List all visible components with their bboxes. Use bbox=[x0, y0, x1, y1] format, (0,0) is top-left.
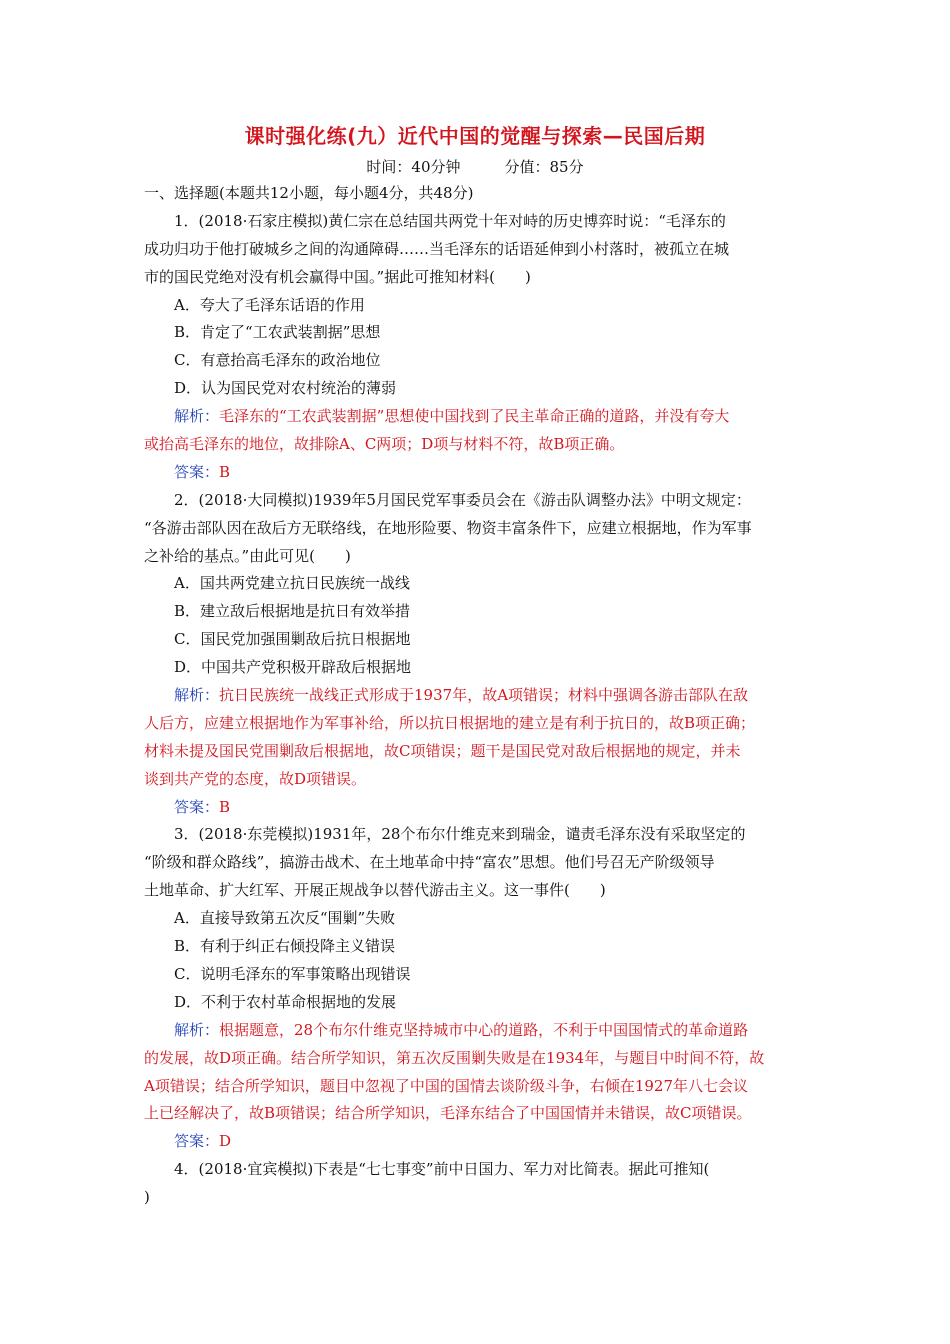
option-b: B．肯定了“工农武装割据”思想 bbox=[174, 323, 381, 342]
question-stem-line: 4．(2018·宜宾模拟)下表是“七七事变”前中日国力、军力对比简表。据此可推知( bbox=[174, 1160, 710, 1179]
option-d: D．认为国民党对农村统治的薄弱 bbox=[174, 379, 397, 398]
question-stem-line: 2．(2018·大同模拟)1939年5月国民党军事委员会在《游击队调整办法》中明文规定： bbox=[174, 490, 751, 509]
option-a: A．夸大了毛泽东话语的作用 bbox=[174, 295, 365, 314]
analysis-label: 解析： bbox=[174, 1020, 220, 1039]
analysis-line: 的发展，故D项正确。结合所学知识，第五次反围剿失败是在1934年，与题目中时间不符，故 bbox=[144, 1048, 765, 1067]
analysis-line bbox=[144, 1017, 812, 1045]
question-3 bbox=[144, 821, 812, 1156]
analysis-line bbox=[144, 403, 812, 431]
answer-value: B bbox=[219, 462, 231, 481]
question-2 bbox=[144, 487, 812, 822]
option-b: B．建立敌后根据地是抗日有效举措 bbox=[174, 602, 411, 621]
analysis-line: 人后方，应建立根据地作为军事补给，所以抗日根据地的建立是有利于抗日的，故B项正确； bbox=[144, 713, 756, 732]
total-score: 分值：85分 bbox=[504, 158, 584, 176]
question-stem-line: ) bbox=[144, 1188, 150, 1207]
question-stem-line: 成功归功于他打破城乡之间的沟通障碍……当毛泽东的话语延伸到小村落时，被孤立在城 bbox=[144, 239, 730, 258]
option-d: D．中国共产党积极开辟敌后根据地 bbox=[174, 658, 412, 677]
question-stem-line: “阶级和群众路线”，搞游击战术、在土地革命中持“富农”思想。他们号召无产阶级领导 bbox=[144, 853, 715, 872]
answer-line bbox=[144, 459, 812, 487]
option-a: A．直接导致第五次反“围剿”失败 bbox=[174, 909, 396, 928]
answer-label: 答案： bbox=[174, 462, 220, 481]
option-b: B．有利于纠正右倾投降主义错误 bbox=[174, 937, 396, 956]
answer-value: B bbox=[219, 797, 231, 816]
option-c: C．说明毛泽东的军事策略出现错误 bbox=[174, 964, 411, 983]
analysis-line: 谈到共产党的态度，故D项错误。 bbox=[144, 769, 367, 788]
question-stem-line: 土地革命、扩大红军、开展正规战争以替代游击主义。这一事件( ) bbox=[144, 881, 606, 900]
option-a: A．国共两党建立抗日民族统一战线 bbox=[174, 574, 410, 593]
question-stem-line: 3．(2018·东莞模拟)1931年，28个布尔什维克来到瑞金，谴责毛泽东没有采取坚定的 bbox=[174, 825, 746, 844]
question-1 bbox=[144, 208, 812, 487]
question-4 bbox=[144, 1156, 812, 1212]
document-title: 课时强化练(九）近代中国的觉醒与探索—民国后期 bbox=[244, 124, 706, 148]
analysis-line: 材料未提及国民党围剿敌后根据地，故C项错误；题干是国民党对敌后根据地的规定，并未 bbox=[144, 741, 741, 760]
analysis-line: 或抬高毛泽东的地位，故排除A、C两项；D项与材料不符，故B项正确。 bbox=[144, 435, 625, 454]
option-c: C．国民党加强围剿敌后抗日根据地 bbox=[174, 630, 411, 649]
document-body bbox=[144, 180, 812, 1212]
option-d: D．不利于农村革命根据地的发展 bbox=[174, 992, 397, 1011]
answer-line bbox=[144, 794, 812, 822]
option-c: C．有意抬高毛泽东的政治地位 bbox=[174, 351, 381, 370]
exam-meta bbox=[0, 156, 950, 177]
analysis-label: 解析： bbox=[174, 686, 220, 705]
analysis-line: A项错误；结合所学知识，题目中忽视了中国的国情去谈阶级斗争，右倾在1927年八七会议 bbox=[144, 1076, 749, 1095]
question-stem-line: “各游击部队因在敌后方无联络线，在地形险要、物资丰富条件下，应建立根据地，作为军事 bbox=[144, 518, 752, 537]
question-stem-line: 市的国民党绝对没有机会赢得中国。”据此可推知材料( ) bbox=[144, 267, 531, 286]
analysis-line: 上已经解决了，故B项错误；结合所学知识，毛泽东结合了中国国情并未错误，故C项错误。 bbox=[144, 1104, 752, 1123]
question-stem-line: 之补给的基点。”由此可见( ) bbox=[144, 546, 351, 565]
analysis-text: 抗日民族统一战线正式形成于1937年，故A项错误；材料中强调各游击部队在敌 bbox=[219, 686, 749, 705]
answer-line bbox=[144, 1128, 812, 1156]
analysis-text: 根据题意，28个布尔什维克坚持城市中心的道路，不利于中国国情式的革命道路 bbox=[219, 1020, 749, 1039]
question-stem-line: 1．(2018·石家庄模拟)黄仁宗在总结国共两党十年对峙的历史博弈时说：“毛泽东的 bbox=[174, 211, 726, 230]
answer-label: 答案： bbox=[174, 797, 220, 816]
analysis-text: 毛泽东的“工农武装割据”思想使中国找到了民主革命正确的道路，并没有夸大 bbox=[219, 407, 730, 426]
answer-label: 答案： bbox=[174, 1132, 220, 1151]
analysis-line bbox=[144, 682, 812, 710]
time-limit: 时间：40分钟 bbox=[366, 158, 461, 176]
analysis-label: 解析： bbox=[174, 407, 220, 426]
answer-value: D bbox=[219, 1132, 232, 1151]
section-heading: 一、选择题(本题共12小题，每小题4分，共48分) bbox=[144, 184, 474, 202]
